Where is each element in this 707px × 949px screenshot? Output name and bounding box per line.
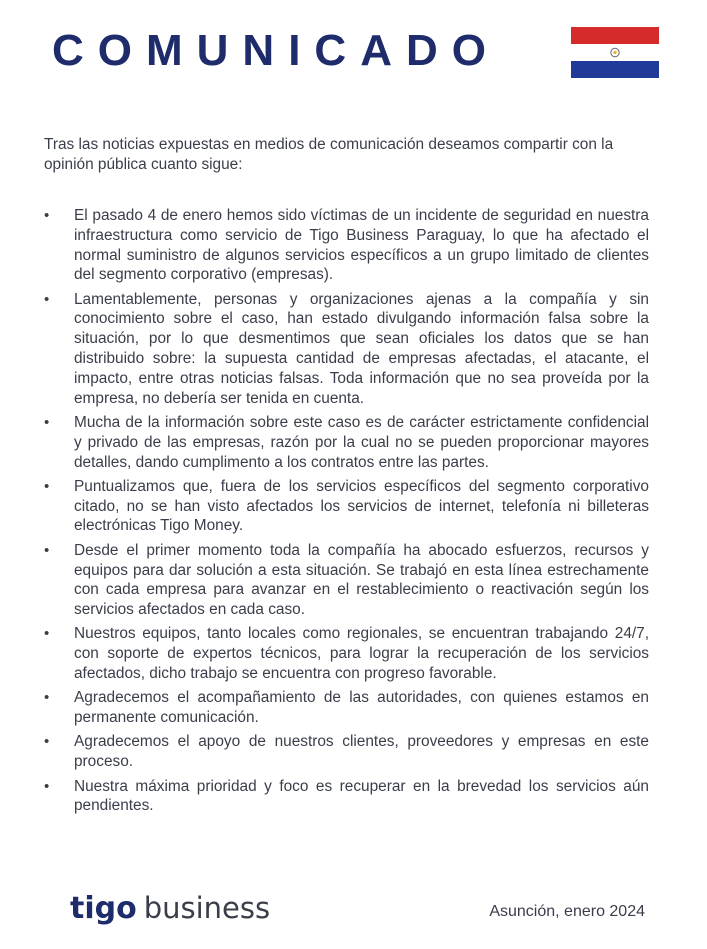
- paraguay-flag-icon: [571, 27, 659, 78]
- logo-tigo-wordmark: tigo: [70, 891, 137, 926]
- list-item-text: Mucha de la información sobre este caso es de carácter estrictamente confidencial y privado de las empresas, razón por la cual no se pueden proporcionar mayores detalles, dando cumplimento a los contratos entre las partes.: [74, 413, 649, 471]
- list-item-text: Desde el primer momento toda la compañía ha abocado esfuerzos, recursos y equipos para dar solución a esta situación. Se trabajó en esta línea estrechamente con cada empresa para avanzar en el restablecimiento o reactivación según los servicios afectados en cada caso.: [74, 541, 649, 619]
- list-item: [44, 688, 649, 728]
- bullet-icon: •: [44, 625, 50, 643]
- bullet-icon: •: [44, 477, 50, 495]
- list-item: [44, 290, 649, 409]
- place-date: Asunción, enero 2024: [489, 903, 645, 920]
- list-item-text: Agradecemos el acompañamiento de las autoridades, con quienes estamos en permanente comunicación.: [74, 689, 649, 727]
- list-item: [44, 777, 649, 817]
- bullet-icon: •: [44, 689, 50, 707]
- list-item: [44, 477, 649, 536]
- list-item: [44, 206, 649, 285]
- bullet-icon: •: [44, 413, 50, 431]
- list-item-text: Nuestros equipos, tanto locales como regionales, se encuentran trabajando 24/7, con soporte de expertos técnicos, para lograr la recuperación de los servicios afectados, dicho trabajo se encuentra con progreso favorable.: [74, 625, 649, 683]
- list-item: [44, 624, 649, 683]
- bullet-icon: •: [44, 207, 50, 224]
- list-item: [44, 732, 649, 772]
- statement-list: [44, 206, 649, 821]
- logo-business-wordmark: business: [143, 891, 271, 925]
- tigo-business-logo: [70, 891, 270, 926]
- list-item-text: Agradecemos el apoyo de nuestros clientes, proveedores y empresas en este proceso.: [74, 733, 649, 771]
- list-item-text: Lamentablemente, personas y organizaciones ajenas a la compañía y sin conocimiento sobre el caso, han estado divulgando información falsa sobre la situación, por lo que desmentimos que sean oficiales los datos que se han distribuido sobre: la supuesta cantidad de empresas afectadas, el atacante, el impacto, entre otras noticias falsas. Toda información que no sea proveída por la empresa, no debería ser tenida en cuenta.: [74, 290, 649, 407]
- list-item-text: Nuestra máxima prioridad y foco es recuperar en la brevedad los servicios aún pendientes.: [74, 777, 649, 815]
- bullet-icon: •: [44, 290, 50, 308]
- page-title: COMUNICADO: [52, 26, 500, 75]
- list-item: [44, 541, 649, 620]
- list-item-text: El pasado 4 de enero hemos sido víctimas de un incidente de seguridad en nuestra infraestructura como servicio de Tigo Business Paraguay, lo que ha afectado el normal suministro de algunos servicios específicos a un grupo limitado de clientes del segmento corporativo (empresas).: [74, 207, 649, 284]
- intro-paragraph: Tras las noticias expuestas en medios de comunicación deseamos compartir con la opinión pública cuanto sigue:: [44, 136, 614, 173]
- list-item: [44, 413, 649, 472]
- bullet-icon: •: [44, 777, 50, 795]
- list-item-text: Puntualizamos que, fuera de los servicios específicos del segmento corporativo citado, no se han visto afectados los servicios de internet, telefonía ni billeteras electrónicas Tigo Money.: [74, 477, 649, 535]
- bullet-icon: •: [44, 541, 50, 559]
- bullet-icon: •: [44, 733, 50, 751]
